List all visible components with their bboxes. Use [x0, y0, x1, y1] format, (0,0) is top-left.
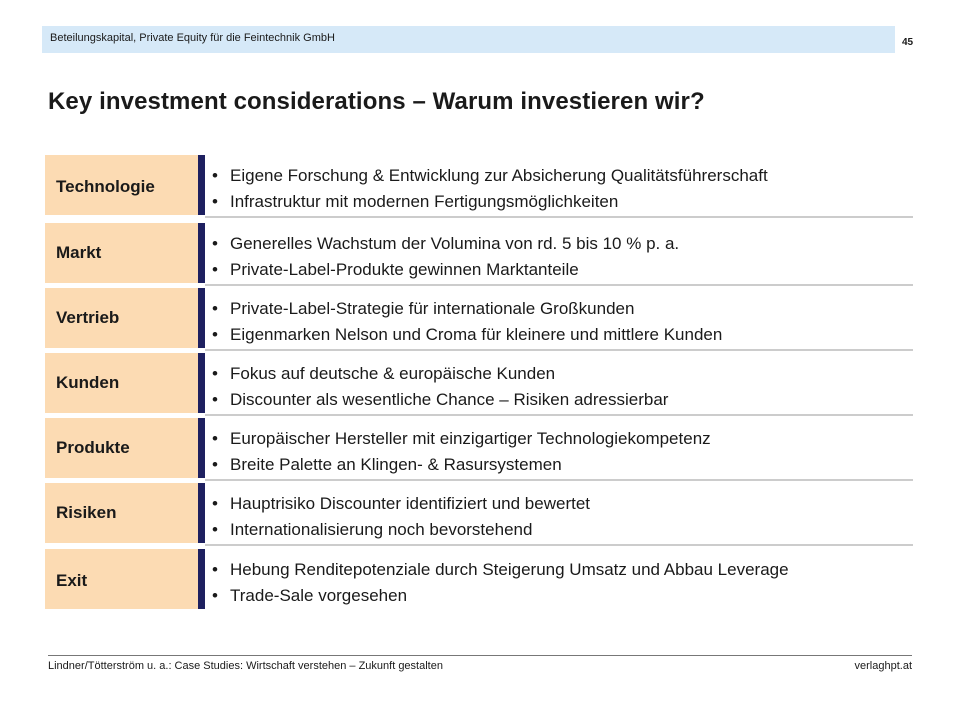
bullet-item: • Hebung Renditepotenziale durch Steigerung Umsatz und Abbau Leverage: [212, 557, 789, 583]
page-title: Key investment considerations – Warum investieren wir?: [48, 88, 705, 115]
category-box: [45, 549, 198, 609]
category-box: [45, 223, 198, 283]
accent-bar: [198, 549, 205, 609]
accent-bar: [198, 483, 205, 543]
category-box: [45, 353, 198, 413]
bullet-item: • Private-Label-Strategie für internationale Großkunden: [212, 296, 722, 322]
bullet-list: [212, 361, 668, 413]
category-label: Produkte: [56, 438, 130, 457]
bullet-item: • Infrastruktur mit modernen Fertigungsmöglichkeiten: [212, 189, 768, 215]
bullet-item: • Breite Palette an Klingen- & Rasursystemen: [212, 452, 711, 478]
consideration-row: [0, 418, 960, 484]
bullet-list: [212, 163, 768, 215]
bullet-item: • Hauptrisiko Discounter identifiziert und bewertet: [212, 491, 590, 517]
bullet-item: • Eigenmarken Nelson und Croma für kleinere und mittlere Kunden: [212, 322, 722, 348]
row-divider: [205, 349, 913, 351]
category-label: Kunden: [56, 373, 120, 392]
category-box: [45, 155, 198, 215]
accent-bar: [198, 155, 205, 215]
category-label: Risiken: [56, 503, 117, 522]
bullet-item: • Private-Label-Produkte gewinnen Marktanteile: [212, 257, 679, 283]
header-company: Beteilungskapital, Private Equity für die Feintechnik GmbH: [50, 32, 335, 44]
category-box: [45, 483, 198, 543]
consideration-row: [0, 353, 960, 419]
bullet-list: [212, 557, 789, 609]
accent-bar: [198, 223, 205, 283]
accent-bar: [198, 353, 205, 413]
category-label: Technologie: [56, 177, 155, 196]
category-box: [45, 418, 198, 478]
bullet-item: • Fokus auf deutsche & europäische Kunden: [212, 361, 668, 387]
bullet-item: • Eigene Forschung & Entwicklung zur Absicherung Qualitätsführerschaft: [212, 163, 768, 189]
accent-bar: [198, 418, 205, 478]
consideration-row: [0, 155, 960, 221]
row-divider: [205, 284, 913, 286]
bullet-item: • Discounter als wesentliche Chance – Risiken adressierbar: [212, 387, 668, 413]
accent-bar: [198, 288, 205, 348]
consideration-row: [0, 288, 960, 354]
category-label: Vertrieb: [56, 308, 120, 327]
category-label: Exit: [56, 571, 88, 590]
bullet-item: • Generelles Wachstum der Volumina von rd. 5 bis 10 % p. a.: [212, 231, 679, 257]
consideration-row: [0, 549, 960, 615]
bullet-item: • Trade-Sale vorgesehen: [212, 583, 789, 609]
row-divider: [205, 479, 913, 481]
row-divider: [205, 216, 913, 218]
row-divider: [205, 544, 913, 546]
page-number: 45: [902, 37, 914, 48]
bullet-list: [212, 491, 590, 543]
footer-publisher: verlaghpt.at: [854, 660, 912, 672]
consideration-row: [0, 483, 960, 549]
footer-divider: [48, 655, 912, 656]
row-divider: [205, 414, 913, 416]
bullet-item: • Internationalisierung noch bevorstehend: [212, 517, 590, 543]
category-box: [45, 288, 198, 348]
footer-source: Lindner/Tötterström u. a.: Case Studies: Wirtschaft verstehen – Zukunft gestalten: [48, 660, 443, 672]
consideration-row: [0, 223, 960, 289]
bullet-item: • Europäischer Hersteller mit einzigartiger Technologiekompetenz: [212, 426, 711, 452]
header-bar: [42, 26, 895, 53]
bullet-list: [212, 296, 722, 348]
category-label: Markt: [56, 243, 102, 262]
bullet-list: [212, 426, 711, 478]
bullet-list: [212, 231, 679, 283]
